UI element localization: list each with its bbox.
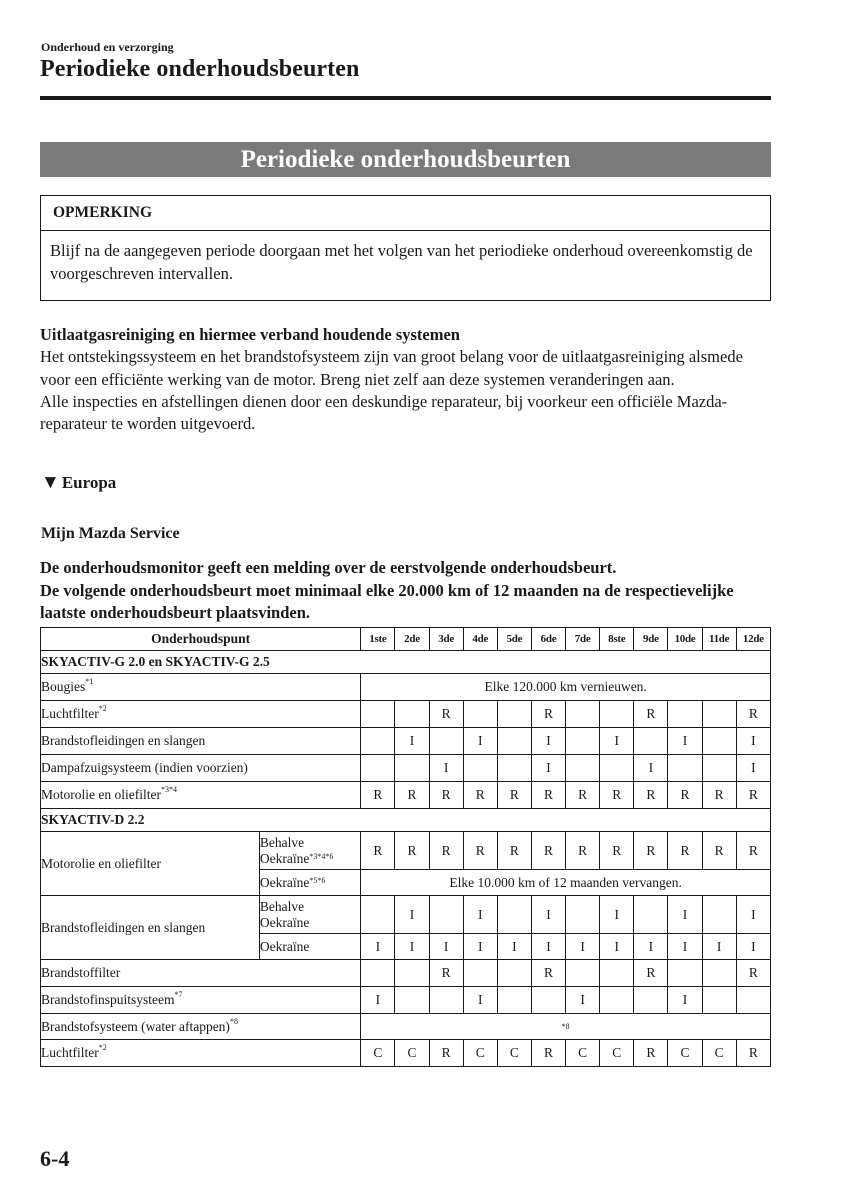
interval-cell xyxy=(566,701,600,728)
row-label-text: Brandstofleidingen en slangen xyxy=(41,919,206,935)
interval-cell xyxy=(361,701,395,728)
interval-cell: R xyxy=(463,782,497,809)
interval-cell xyxy=(395,987,429,1014)
row-label-text: Motorolie en oliefilter xyxy=(41,855,161,871)
interval-cell xyxy=(497,728,531,755)
interval-cell xyxy=(395,960,429,987)
interval-cell xyxy=(497,896,531,934)
interval-cell xyxy=(600,755,634,782)
interval-cell: R xyxy=(634,782,668,809)
interval-cell: I xyxy=(702,934,736,960)
interval-cell: R xyxy=(531,960,565,987)
interval-cell: I xyxy=(634,934,668,960)
interval-cell xyxy=(463,701,497,728)
sublabel-line: Behalve xyxy=(259,834,305,850)
interval-cell: I xyxy=(668,934,702,960)
interval-cell: C xyxy=(361,1040,395,1067)
interval-cell: I xyxy=(600,896,634,934)
interval-cell xyxy=(361,896,395,934)
interval-cell: R xyxy=(463,832,497,870)
footnote-ref: *8 xyxy=(229,1016,238,1026)
interval-cell xyxy=(531,987,565,1014)
interval-cell: R xyxy=(361,782,395,809)
interval-cell: I xyxy=(463,934,497,960)
sublabel-line: Oekraïne xyxy=(259,874,310,890)
row-label xyxy=(41,960,361,987)
interval-cell: R xyxy=(429,960,463,987)
interval-cell xyxy=(634,896,668,934)
table-row xyxy=(41,701,771,728)
interval-cell: C xyxy=(702,1040,736,1067)
interval-cell: I xyxy=(429,934,463,960)
interval-span: Elke 10.000 km of 12 maanden vervangen. xyxy=(361,870,771,896)
column-header-service: 9de xyxy=(634,628,668,651)
row-sublabel xyxy=(259,832,360,870)
group-heading: SKYACTIV-G 2.0 en SKYACTIV-G 2.5 xyxy=(41,651,771,674)
table-row xyxy=(41,728,771,755)
interval-cell xyxy=(702,755,736,782)
column-header-service: 3de xyxy=(429,628,463,651)
intro-line-1: De onderhoudsmonitor geeft een melding over de eerstvolgende onderhoudsbeurt. xyxy=(40,558,617,577)
section-banner: Periodieke onderhoudsbeurten xyxy=(40,142,771,177)
column-header-service: 8ste xyxy=(600,628,634,651)
interval-cell xyxy=(429,987,463,1014)
interval-cell xyxy=(668,755,702,782)
interval-cell: R xyxy=(736,701,770,728)
interval-cell: I xyxy=(463,728,497,755)
footnote-ref: *1 xyxy=(85,677,94,686)
interval-cell: R xyxy=(634,960,668,987)
column-header-item: Onderhoudspunt xyxy=(41,628,361,651)
table-row xyxy=(41,782,771,809)
row-label-text: Brandstofleidingen en slangen xyxy=(41,733,206,748)
notice-heading: OPMERKING xyxy=(41,196,770,231)
row-label xyxy=(41,987,361,1014)
section-label: Onderhoud en verzorging xyxy=(41,40,174,54)
interval-cell xyxy=(497,987,531,1014)
column-header-service: 12de xyxy=(736,628,770,651)
intro-line-2: De volgende onderhoudsbeurt moet minimaal elke 20.000 km of 12 maanden na de respectievelijke laatste onderhoudsbeurt plaatsvinden. xyxy=(40,580,734,622)
row-label xyxy=(41,755,361,782)
interval-cell: C xyxy=(600,1040,634,1067)
table-row xyxy=(41,755,771,782)
interval-cell: R xyxy=(668,832,702,870)
column-header-service: 10de xyxy=(668,628,702,651)
table-row xyxy=(41,987,771,1014)
interval-cell: C xyxy=(497,1040,531,1067)
emission-paragraph-1: Het ontstekingssysteem en het brandstofsysteem zijn van groot belang voor de uitlaatgasreiniging alsmede voor een efficiënte werking van de motor. Breng niet zelf aan deze systemen veranderingen aan. xyxy=(40,347,743,389)
interval-cell: I xyxy=(668,987,702,1014)
interval-cell: I xyxy=(463,896,497,934)
interval-cell: R xyxy=(566,832,600,870)
interval-cell: R xyxy=(736,960,770,987)
interval-cell xyxy=(702,896,736,934)
interval-cell: R xyxy=(429,832,463,870)
interval-cell: R xyxy=(736,782,770,809)
interval-cell: I xyxy=(531,728,565,755)
interval-cell: I xyxy=(395,896,429,934)
title-rule xyxy=(40,96,771,100)
interval-cell: C xyxy=(566,1040,600,1067)
column-header-service: 4de xyxy=(463,628,497,651)
interval-cell: R xyxy=(531,782,565,809)
interval-cell: I xyxy=(429,755,463,782)
interval-cell: R xyxy=(429,782,463,809)
interval-cell xyxy=(497,960,531,987)
notice-text: Blijf na de aangegeven periode doorgaan met het volgen van het periodieke onderhoud overeenkomstig de voorgeschreven intervallen. xyxy=(50,241,753,283)
interval-cell xyxy=(668,701,702,728)
interval-cell xyxy=(600,701,634,728)
interval-cell: C xyxy=(668,1040,702,1067)
interval-cell xyxy=(634,987,668,1014)
intro-text xyxy=(40,557,780,625)
column-header-service: 7de xyxy=(566,628,600,651)
table-row xyxy=(41,896,771,934)
row-label xyxy=(41,1040,361,1067)
interval-cell: I xyxy=(634,755,668,782)
interval-cell xyxy=(429,896,463,934)
interval-cell xyxy=(566,960,600,987)
interval-cell xyxy=(395,755,429,782)
interval-cell xyxy=(395,701,429,728)
interval-cell: I xyxy=(736,896,770,934)
interval-cell xyxy=(600,987,634,1014)
interval-cell: I xyxy=(736,934,770,960)
interval-cell xyxy=(497,755,531,782)
region-label: Europa xyxy=(61,473,117,492)
interval-cell: R xyxy=(668,782,702,809)
interval-cell: R xyxy=(531,1040,565,1067)
footnote-ref: *5*6 xyxy=(309,875,326,885)
row-label-text: Motorolie en oliefilter xyxy=(41,787,161,802)
interval-cell: R xyxy=(736,1040,770,1067)
row-label xyxy=(41,896,260,960)
table-row xyxy=(41,832,771,870)
interval-cell: R xyxy=(600,832,634,870)
row-label xyxy=(41,701,361,728)
interval-cell: I xyxy=(531,755,565,782)
emission-heading: Uitlaatgasreiniging en hiermee verband houdende systemen xyxy=(40,325,460,344)
maintenance-table xyxy=(40,627,771,1067)
interval-cell xyxy=(736,987,770,1014)
column-header-service: 6de xyxy=(531,628,565,651)
interval-cell xyxy=(702,701,736,728)
page-number: 6-4 xyxy=(40,1146,70,1171)
column-header-service: 1ste xyxy=(361,628,395,651)
interval-cell: I xyxy=(566,987,600,1014)
table-row xyxy=(41,674,771,701)
interval-cell xyxy=(702,728,736,755)
interval-cell: R xyxy=(566,782,600,809)
interval-cell xyxy=(463,755,497,782)
interval-cell: I xyxy=(463,987,497,1014)
interval-cell: R xyxy=(429,701,463,728)
row-label xyxy=(41,674,361,701)
row-label-text: Luchtfilter xyxy=(41,1045,99,1060)
table-row xyxy=(41,628,771,651)
column-header-service: 2de xyxy=(395,628,429,651)
interval-cell xyxy=(566,728,600,755)
footnote-ref: *3*4*6 xyxy=(309,851,334,861)
table-row xyxy=(41,960,771,987)
interval-cell: I xyxy=(395,728,429,755)
footnote-ref: *2 xyxy=(98,704,107,713)
interval-cell xyxy=(566,755,600,782)
interval-cell xyxy=(702,960,736,987)
interval-cell: R xyxy=(497,832,531,870)
interval-cell: R xyxy=(702,832,736,870)
table-row xyxy=(41,651,771,674)
interval-cell xyxy=(361,755,395,782)
interval-cell xyxy=(429,728,463,755)
row-label xyxy=(41,1014,361,1040)
row-sublabel xyxy=(259,896,360,934)
interval-cell: R xyxy=(600,782,634,809)
interval-cell xyxy=(600,960,634,987)
interval-cell: I xyxy=(600,728,634,755)
footnote-ref: *7 xyxy=(174,990,183,999)
interval-cell: I xyxy=(531,934,565,960)
interval-cell: I xyxy=(600,934,634,960)
row-label xyxy=(41,832,260,896)
interval-cell: R xyxy=(736,832,770,870)
interval-cell: C xyxy=(463,1040,497,1067)
footnote-ref: *3*4 xyxy=(160,785,177,794)
interval-cell: R xyxy=(634,1040,668,1067)
interval-cell: I xyxy=(736,728,770,755)
region-heading xyxy=(41,472,116,494)
interval-cell: R xyxy=(361,832,395,870)
column-header-service: 5de xyxy=(497,628,531,651)
interval-cell: R xyxy=(395,782,429,809)
emission-section xyxy=(40,324,775,435)
interval-cell xyxy=(702,987,736,1014)
row-sublabel: Oekraïne xyxy=(259,934,360,960)
interval-cell xyxy=(361,960,395,987)
sublabel-line: Oekraïne xyxy=(259,914,310,930)
interval-cell: I xyxy=(497,934,531,960)
row-label-text: Brandstoffilter xyxy=(41,965,121,980)
interval-span: Elke 120.000 km vernieuwen. xyxy=(361,674,771,701)
footnote-ref: *2 xyxy=(98,1043,107,1052)
column-header-service: 11de xyxy=(702,628,736,651)
row-label-text: Bougies xyxy=(41,679,86,694)
interval-cell xyxy=(566,896,600,934)
interval-cell: R xyxy=(702,782,736,809)
interval-cell: I xyxy=(668,728,702,755)
table-row xyxy=(41,1040,771,1067)
row-label xyxy=(41,728,361,755)
row-label-text: Dampafzuigsysteem (indien voorzien) xyxy=(41,760,248,775)
interval-cell: I xyxy=(531,896,565,934)
interval-cell xyxy=(634,728,668,755)
interval-cell xyxy=(361,728,395,755)
interval-cell: R xyxy=(497,782,531,809)
interval-cell: C xyxy=(395,1040,429,1067)
notice-box xyxy=(40,195,771,301)
row-label-text: Brandstofinspuitsysteem xyxy=(41,992,175,1007)
interval-cell: R xyxy=(531,832,565,870)
group-heading: SKYACTIV-D 2.2 xyxy=(41,809,771,832)
interval-cell: I xyxy=(361,934,395,960)
interval-cell: R xyxy=(429,1040,463,1067)
row-label-text: Luchtfilter xyxy=(41,706,99,721)
interval-cell: I xyxy=(361,987,395,1014)
interval-cell xyxy=(497,701,531,728)
row-sublabel xyxy=(259,870,360,896)
interval-cell: R xyxy=(634,832,668,870)
interval-cell: I xyxy=(395,934,429,960)
interval-cell xyxy=(668,960,702,987)
page-title: Periodieke onderhoudsbeurten xyxy=(40,56,360,82)
emission-paragraph-2: Alle inspecties en afstellingen dienen door een deskundige reparateur, bij voorkeur een officiële Mazda-reparateur te worden uitgevoerd. xyxy=(40,391,728,434)
interval-cell: I xyxy=(566,934,600,960)
row-label xyxy=(41,782,361,809)
interval-cell: I xyxy=(736,755,770,782)
table-row xyxy=(41,809,771,832)
interval-cell xyxy=(463,960,497,987)
service-title: Mijn Mazda Service xyxy=(41,525,180,542)
interval-cell: I xyxy=(668,896,702,934)
row-label-text: Brandstofsysteem (water aftappen) xyxy=(41,1018,230,1034)
sublabel-line: Behalve xyxy=(259,898,305,914)
sublabel-line: Oekraïne xyxy=(259,850,310,866)
triangle-down-icon: ▼ xyxy=(41,472,60,493)
table-row xyxy=(41,1014,771,1040)
interval-cell: R xyxy=(531,701,565,728)
interval-cell: R xyxy=(634,701,668,728)
interval-cell: R xyxy=(395,832,429,870)
footnote-ref-cell: *8 xyxy=(361,1014,771,1040)
